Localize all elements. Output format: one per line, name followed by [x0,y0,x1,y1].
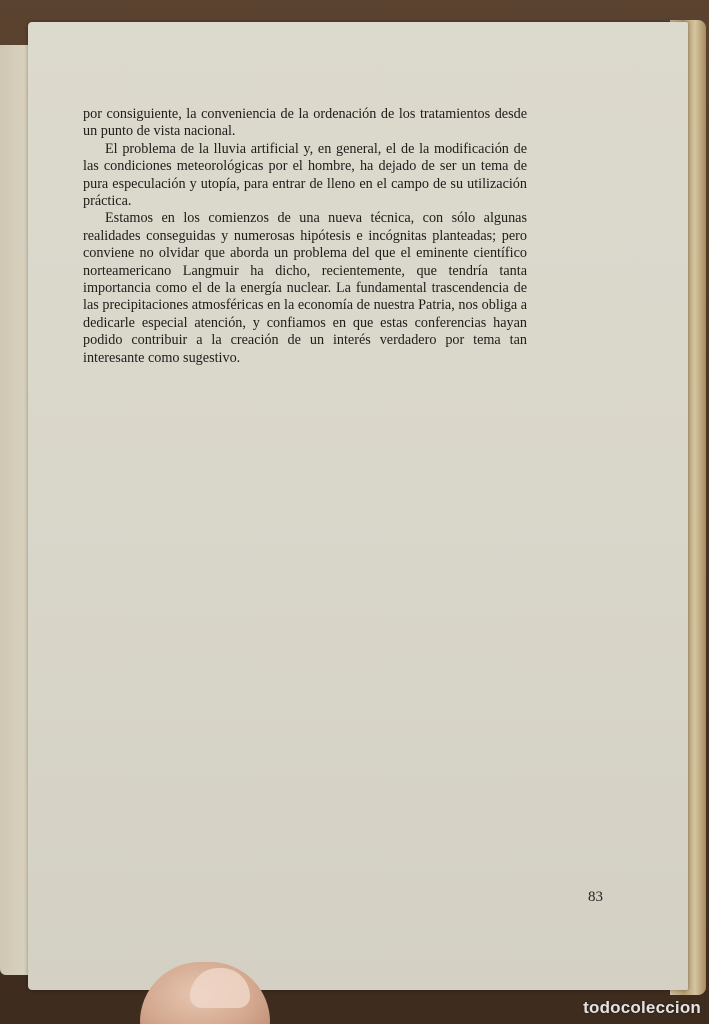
page-text-block [83,106,527,367]
paragraph-3: Estamos en los comienzos de una nueva técnica, con sólo algunas realidades conseguidas y numerosas hipótesis e incógnitas planteadas; pero conviene no olvidar que aborda un problema del que el eminente científico norteamericano Langmuir ha dicho, recientemente, que tendría tanta importancia como el de la energía nuclear. La fundamental trascendencia de las precipitaciones atmosféricas en la economía de nuestra Patria, nos obliga a dedicarle especial atención, y confiamos en que estas conferencias hayan podido contribuir a la creación de un interés verdadero por tema tan interesante como sugestivo. [83,210,527,366]
page-number: 83 [588,889,603,905]
paragraph-2: El problema de la lluvia artificial y, en general, el de la modificación de las condiciones meteorológicas por el hombre, ha dejado de ser un tema de pura especulación y utopía, para entrar de lleno en el campo de su utilización práctica. [83,140,527,210]
watermark-text: todocoleccion [583,998,701,1017]
paragraph-1: por consiguiente, la conveniencia de la ordenación de los tratamientos desde un punto de vista nacional. [83,106,527,140]
book-page [28,22,688,990]
